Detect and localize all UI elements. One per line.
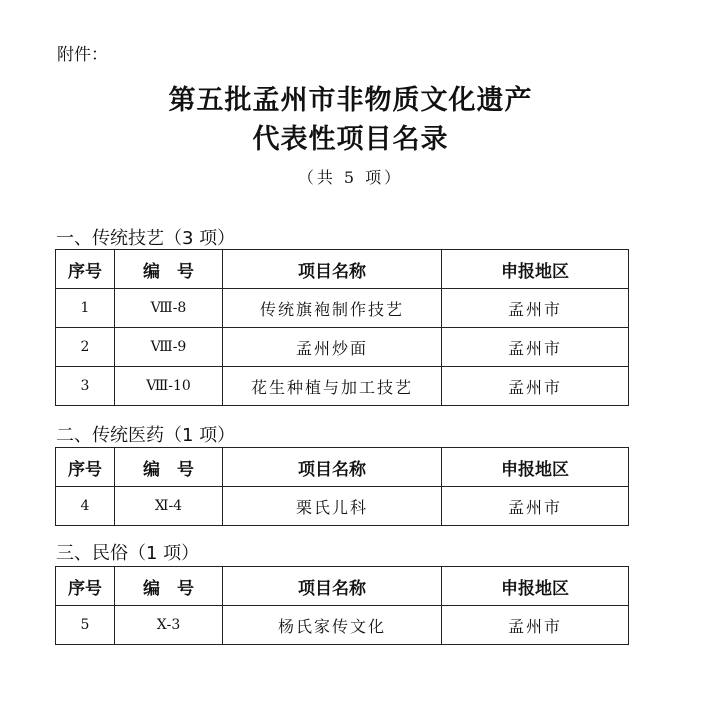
cell-number: 5 <box>56 606 115 645</box>
table-row <box>56 289 629 328</box>
cell-code: Ⅷ-8 <box>115 289 223 328</box>
table-traditional-craft <box>55 249 629 406</box>
cell-name: 栗氏儿科 <box>223 487 442 526</box>
table-row <box>56 606 629 645</box>
header-name: 项目名称 <box>223 567 442 606</box>
table-folk-customs <box>55 566 629 645</box>
header-name: 项目名称 <box>223 250 442 289</box>
section-heading-traditional-craft: 一、传统技艺（3 项） <box>56 228 236 249</box>
cell-name: 杨氏家传文化 <box>223 606 442 645</box>
header-code: 编 号 <box>115 448 223 487</box>
cell-name: 花生种植与加工技艺 <box>223 367 442 406</box>
cell-region: 孟州市 <box>442 289 629 328</box>
cell-region: 孟州市 <box>442 606 629 645</box>
cell-code: Ⅷ-9 <box>115 328 223 367</box>
total-count: （共 5 项） <box>297 168 404 187</box>
cell-name: 孟州炒面 <box>223 328 442 367</box>
table-row <box>56 328 629 367</box>
table-header-row <box>56 250 629 289</box>
cell-number: 3 <box>56 367 115 406</box>
header-region: 申报地区 <box>442 250 629 289</box>
cell-code: Ⅷ-10 <box>115 367 223 406</box>
table-header-row <box>56 567 629 606</box>
document-title-line1: 第五批孟州市非物质文化遗产 <box>168 85 533 116</box>
table-row <box>56 367 629 406</box>
header-number: 序号 <box>56 567 115 606</box>
cell-region: 孟州市 <box>442 367 629 406</box>
cell-code: Ⅺ-4 <box>115 487 223 526</box>
cell-code: Ⅹ-3 <box>115 606 223 645</box>
header-number: 序号 <box>56 250 115 289</box>
table-traditional-medicine <box>55 447 629 526</box>
table-row <box>56 487 629 526</box>
cell-number: 1 <box>56 289 115 328</box>
section-heading-folk-customs: 三、民俗（1 项） <box>56 543 200 564</box>
cell-name: 传统旗袍制作技艺 <box>223 289 442 328</box>
header-number: 序号 <box>56 448 115 487</box>
document-title-line2: 代表性项目名录 <box>252 124 449 155</box>
header-code: 编 号 <box>115 567 223 606</box>
header-region: 申报地区 <box>442 567 629 606</box>
cell-region: 孟州市 <box>442 487 629 526</box>
section-heading-traditional-medicine: 二、传统医药（1 项） <box>56 425 236 446</box>
header-region: 申报地区 <box>442 448 629 487</box>
attachment-label: 附件： <box>57 45 108 65</box>
cell-number: 4 <box>56 487 115 526</box>
header-name: 项目名称 <box>223 448 442 487</box>
cell-region: 孟州市 <box>442 328 629 367</box>
header-code: 编 号 <box>115 250 223 289</box>
table-header-row <box>56 448 629 487</box>
cell-number: 2 <box>56 328 115 367</box>
